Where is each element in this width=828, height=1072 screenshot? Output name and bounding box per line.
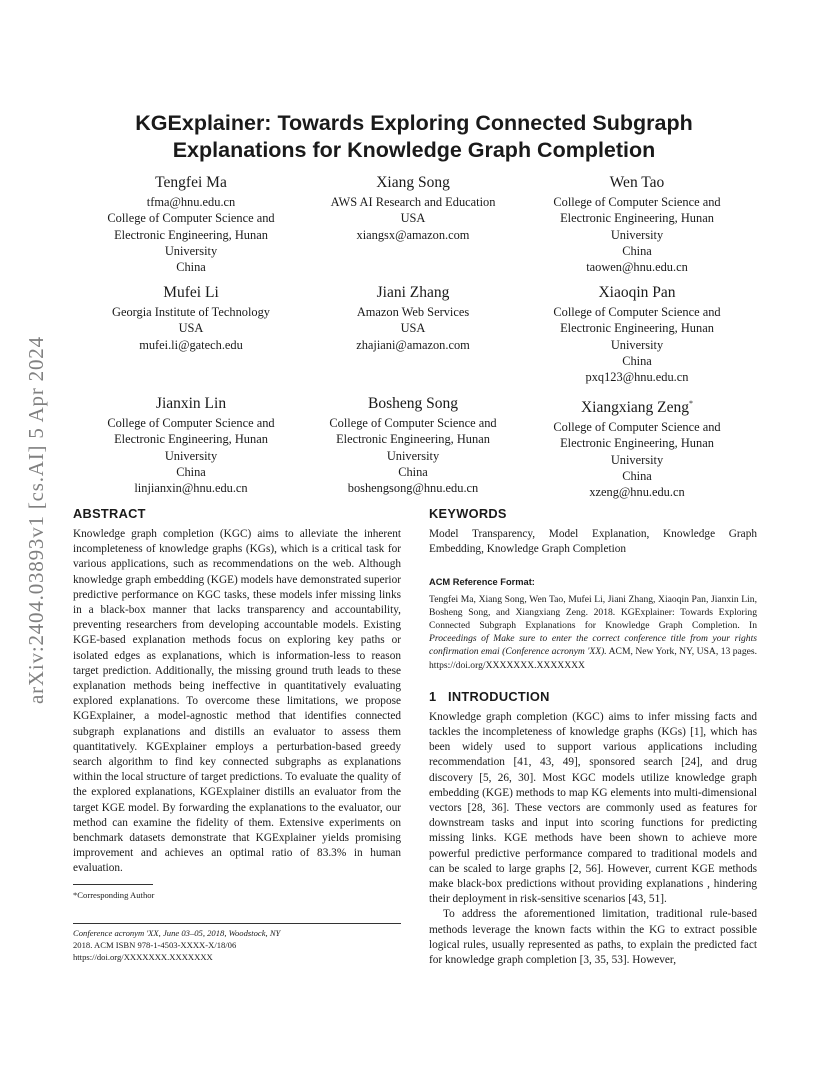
author-affiliation-line: College of Computer Science and [553, 195, 721, 209]
author-name: Jianxin Lin [155, 395, 227, 412]
author-affiliation-line: College of Computer Science and [107, 211, 275, 226]
isbn-line: 2018. ACM ISBN 978-1-4503-XXXX-X/18/06 [73, 940, 237, 950]
author-name-wrap [526, 394, 748, 418]
author-affiliation-line: Electronic Engineering, Hunan [114, 432, 268, 447]
author-affiliation-line: China [176, 260, 206, 275]
author-name: Xiangxiang Zeng [580, 399, 690, 417]
author-email[interactable]: xzeng@hnu.edu.cn [589, 485, 685, 500]
author-card [526, 173, 748, 275]
author-affiliation-line: Electronic Engineering, Hunan [560, 436, 714, 451]
author-card [80, 394, 302, 496]
author-affiliation-line: Georgia Institute of Technology [112, 305, 270, 319]
author-affiliation-line: College of Computer Science and [553, 420, 721, 435]
author-affiliation-line: University [164, 243, 218, 258]
author-affiliation-line: College of Computer Science and [107, 416, 275, 430]
author-affiliation-line: China [622, 243, 652, 258]
author-email[interactable]: linjianxin@hnu.edu.cn [134, 481, 248, 496]
conference-line: Conference acronym 'XX, June 03–05, 2018, Woodstock, NY [73, 928, 281, 938]
author-card [526, 394, 748, 501]
author-affiliation-line: University [610, 337, 664, 352]
author-card [302, 394, 524, 496]
author-email[interactable]: mufei.li@gatech.edu [139, 337, 243, 352]
intro-paragraph-2: To address the aforementioned limitation, traditional rule-based methods leverage the known facts within the KG to extract possible logical rules, usually represented as paths, to explain the predicted fact for knowledge graph completion [3, 35, 53]. However, [429, 908, 757, 967]
author-affiliation-line: Electronic Engineering, Hunan [560, 321, 714, 336]
author-affiliation-line: Electronic Engineering, Hunan [560, 211, 714, 226]
author-affiliation-line: USA [400, 211, 426, 226]
footnote-rule-2 [73, 923, 401, 924]
keywords-text: Model Transparency, Model Explanation, Knowledge Graph Embedding, Knowledge Graph Completion [429, 528, 757, 556]
author-card [302, 283, 524, 353]
acm-ref-part2: ACM, New York, NY, USA, 13 pages. https://doi.org/XXXXXXX.XXXXXXX [429, 646, 758, 671]
title-line-1: KGExplainer: Towards Exploring Connected Subgraph [135, 111, 693, 135]
author-affiliation-line: China [622, 469, 652, 484]
introduction-heading: 1 INTRODUCTION [429, 688, 550, 704]
footnote-area [73, 884, 401, 963]
abstract-text: Knowledge graph completion (KGC) aims to alleviate the inherent incompleteness of knowledge graphs (KGs), which is a critical task for various applications, such as recommendations on the web. Although knowledge graph embedding (KGE) models have demonstrated superior predictive performance on KGC tasks, these models infer missing links in a black-box manner that lacks transparency and accountability, preventing researchers from developing accountable models. Existing KGE-based explanation methods focus on exploring key paths or isolated edges as explanations, which is information-less to reason target prediction. Additionally, the missing ground truth leads to these explanation methods being ineffective in quantitatively evaluating explored explanations. To overcome these limitations, we propose KGExplainer, a model-agnostic method that identifies connected subgraph explanations and distills an evaluator to assess them quantitatively. KGExplainer employs a perturbation-based greedy search algorithm to find key connected subgraphs as explanations within the local structure of target predictions. To evaluate the quality of the explored explanations, KGExplainer distills an evaluator from the target KGE model. By forwarding the explanations to the evaluator, our method can examine the fidelity of them. Extensive experiments on benchmark datasets demonstrate that KGExplainer yields promising improvement and achieves an optimal ratio of 83.3% in human evaluation. [73, 528, 401, 875]
author-affiliation-line: USA [400, 321, 426, 336]
title-line-2: Explanations for Knowledge Graph Completion [172, 138, 656, 162]
author-email[interactable]: zhajiani@amazon.com [356, 337, 470, 352]
doi-line[interactable]: https://doi.org/XXXXXXX.XXXXXXX [73, 952, 213, 962]
left-column [73, 505, 401, 877]
author-affiliation-line: Amazon Web Services [356, 305, 470, 319]
author-card [80, 283, 302, 353]
author-affiliation-line: University [164, 448, 218, 463]
acm-reference-text [429, 593, 757, 672]
acm-reference-heading: ACM Reference Format: [429, 577, 535, 588]
conference-info [73, 927, 401, 963]
author-card [302, 173, 524, 243]
right-column [429, 505, 757, 968]
author-name: Xiang Song [376, 174, 450, 191]
author-affiliation-line: College of Computer Science and [553, 305, 721, 319]
author-affiliation-line: China [398, 464, 428, 479]
author-email[interactable]: tfma@hnu.edu.cn [146, 195, 236, 209]
author-email[interactable]: pxq123@hnu.edu.cn [585, 370, 689, 385]
author-name: Tengfei Ma [155, 174, 227, 191]
author-affiliation-line: Electronic Engineering, Hunan [336, 432, 490, 447]
abstract-heading: ABSTRACT [73, 506, 146, 521]
author-affiliation-line: AWS AI Research and Education [330, 195, 496, 209]
arxiv-identifier: arXiv:2404.03893v1 [cs.AI] 5 Apr 2024 [24, 336, 48, 704]
author-name: Jiani Zhang [376, 284, 450, 301]
author-name: Xiaoqin Pan [598, 284, 676, 301]
footnote-rule [73, 884, 153, 885]
intro-paragraph-1: Knowledge graph completion (KGC) aims to infer missing facts and tackles the incompleteness of knowledge graphs (KGs) [1], which has been widely used to support various applications including recommendation [41, 43, 49], sponsored search [24], and drug discovery [5, 26, 30]. Most KGC models utilize knowledge graph embedding (KGE) methods to map KG elements into multi-dimensional vectors [28, 36]. These vectors are commonly used as features for downstream tasks and input into scoring functions for predicting missing links. KGE methods have been shown to achieve more powerful predictive performance compared to traditional models and can be scaled to large graphs [2, 56]. However, current KGE methods make black-box predictions without providing explanations , hindering their deployment in risk-sensitive scenarios [43, 51]. [429, 710, 757, 906]
author-card [80, 173, 302, 275]
keywords-section [429, 505, 757, 557]
author-card [526, 283, 748, 385]
keywords-heading: KEYWORDS [429, 506, 507, 521]
author-affiliation-line: University [386, 448, 440, 463]
acm-ref-italic: Proceedings of Make sure to enter the correct conference title from your rights confirmation emai (Conference acronym 'XX). [429, 633, 757, 658]
corresponding-author-note: *Corresponding Author [73, 890, 155, 900]
acm-ref-part1: Tengfei Ma, Xiang Song, Wen Tao, Mufei Li, Jiani Zhang, Xiaoqin Pan, Jianxin Lin, Bosheng Song, and Xiangxiang Zeng. 2018. KGExplainer: Towards Exploring Connected Subgraph Explanations for Knowledge Graph Completion. In [429, 593, 757, 632]
author-affiliation-line: University [610, 227, 664, 242]
author-name: Bosheng Song [368, 395, 458, 412]
author-affiliation-line: China [622, 353, 652, 368]
author-email[interactable]: boshengsong@hnu.edu.cn [347, 481, 479, 496]
author-affiliation-line: University [610, 452, 664, 467]
author-name: Wen Tao [609, 174, 665, 191]
acm-reference-section [429, 575, 757, 671]
author-name: Mufei Li [163, 284, 219, 301]
corresponding-mark: * [689, 399, 694, 408]
author-affiliation-line: College of Computer Science and [329, 416, 497, 430]
author-affiliation-line: China [176, 464, 206, 479]
paper-title [100, 110, 728, 164]
author-affiliation-line: USA [178, 321, 204, 336]
author-email[interactable]: xiangsx@amazon.com [356, 227, 470, 242]
author-affiliation-line: Electronic Engineering, Hunan [114, 227, 268, 242]
author-email[interactable]: taowen@hnu.edu.cn [586, 260, 688, 275]
